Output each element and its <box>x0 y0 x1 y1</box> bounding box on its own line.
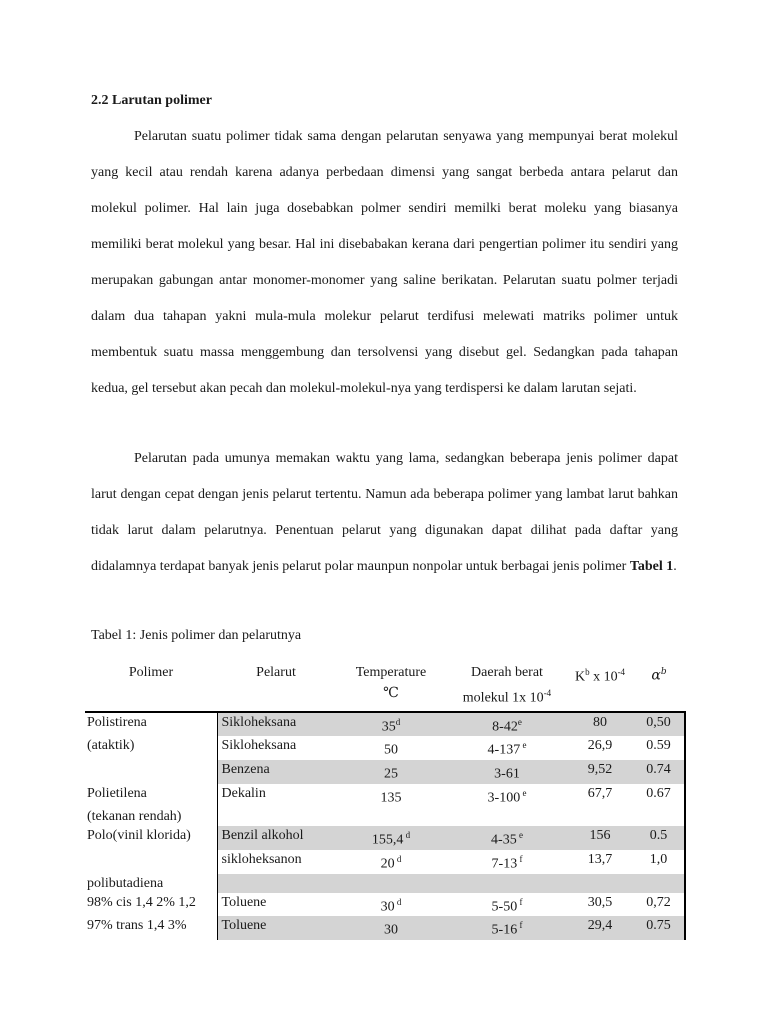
cell-polimer: (ataktik) <box>87 738 135 754</box>
cell-polimer: polibutadiena <box>87 875 164 891</box>
cell-polimer: 98% cis 1,4 2% 1,2 <box>87 894 196 910</box>
paragraph-2-text: Pelarutan pada umunya memakan waktu yang lama, sedangkan beberapa jenis polimer dapat larut dengan cepat dengan jenis pelarut tertentu. Namun ada beberapa polimer yang lambat larut bahkan tidak larut dalam pelarutnya. Penentuan pelarut yang digunakan dapat dilihat pada daftar yang didalamnya terdapat banyak jenis pelarut polar maunpun nonpolar untuk berbagai jenis polimer <box>91 451 678 574</box>
cell-temperature: 30 <box>335 916 447 940</box>
table-row <box>85 874 685 893</box>
cell-daerah <box>447 807 567 826</box>
cell-polimer: Polo(vinil klorida) <box>87 828 191 844</box>
cell-temperature: 25 <box>335 760 447 784</box>
cell-temperature: 30 $^d$ <box>380 896 402 915</box>
header-pelarut: Pelarut <box>256 665 296 680</box>
header-polimer: Polimer <box>128 665 174 680</box>
table-reference: Tabel 1 <box>629 559 674 574</box>
header-k: $K^b$ x $10^{-4}$ <box>574 667 626 685</box>
cell-temperature: 135 <box>380 790 402 806</box>
header-daerah-berat: Daerah berat molekul 1x $10^{-4}$ <box>462 665 552 706</box>
cell-k: 29,4 <box>567 916 633 940</box>
cell-pelarut <box>217 807 335 826</box>
cell-pelarut <box>217 874 335 893</box>
table-row <box>85 712 685 737</box>
cell-pelarut: Benzil alkohol <box>217 826 335 850</box>
cell-pelarut: Sikloheksana <box>217 712 335 737</box>
cell-alpha: 0,72 <box>633 893 685 917</box>
cell-daerah: 5-50 $^f$ <box>491 896 523 915</box>
cell-temperature: 20 $^d$ <box>380 853 402 872</box>
cell-pelarut: Sikloheksana <box>217 736 335 760</box>
cell-polimer: 97% trans 1,4 3% <box>87 918 187 934</box>
polymer-solvent-table <box>85 660 686 940</box>
cell-temperature <box>335 807 447 826</box>
cell-k: 26,9 <box>587 738 613 754</box>
cell-daerah <box>447 874 567 893</box>
cell-k: 80 <box>567 712 633 737</box>
cell-alpha: 0.75 <box>633 916 685 940</box>
cell-daerah: 8-42e <box>447 712 567 737</box>
cell-k: 156 <box>567 826 633 850</box>
cell-alpha: 0.5 <box>633 826 685 850</box>
cell-daerah: 4-137 $^e$ <box>487 740 527 758</box>
cell-temperature: 50 <box>384 742 398 758</box>
cell-temperature: 35$^d$ <box>335 712 447 737</box>
cell-alpha <box>633 807 685 826</box>
cell-pelarut: Benzena <box>217 760 335 784</box>
cell-temperature: 155,4 $^d$ <box>335 826 447 850</box>
cell-k <box>567 807 633 826</box>
cell-alpha: 0.74 <box>633 760 685 784</box>
cell-pelarut: Dekalin <box>217 784 335 808</box>
cell-polimer: (tekanan rendah) <box>87 809 182 825</box>
cell-alpha: 1,0 <box>633 850 685 874</box>
header-temperature: Temperature ℃ <box>355 665 427 701</box>
cell-pelarut: sikloheksanon <box>217 850 335 874</box>
table-row <box>85 736 685 760</box>
table-row <box>85 826 685 850</box>
paragraph-2 <box>91 441 678 585</box>
cell-polimer: Polietilena <box>87 785 147 801</box>
cell-daerah: 3-61 <box>447 760 567 784</box>
cell-alpha: 0.59 <box>633 736 685 760</box>
cell-temperature <box>335 874 447 893</box>
table-caption: Tabel 1: Jenis polimer dan pelarutnya <box>91 628 302 643</box>
cell-k: 13,7 <box>587 851 613 867</box>
cell-polimer <box>85 850 217 874</box>
table-row <box>85 807 685 826</box>
section-heading: 2.2 Larutan polimer <box>91 93 212 108</box>
cell-daerah: 3-100 $^e$ <box>487 787 527 806</box>
table-row <box>85 784 685 808</box>
paragraph-2-end: . <box>673 559 677 574</box>
cell-alpha: 0,50 <box>633 712 685 737</box>
table-row <box>85 850 685 874</box>
cell-alpha <box>633 874 685 893</box>
table-row <box>85 893 685 917</box>
cell-polimer <box>85 760 217 784</box>
cell-k <box>567 874 633 893</box>
table-header-row <box>85 660 685 712</box>
cell-polimer: Polistirena <box>87 714 147 730</box>
cell-pelarut: Toluene <box>217 893 335 917</box>
cell-daerah: 4-35 $^e$ <box>447 826 567 850</box>
paragraph-1: Pelarutan suatu polimer tidak sama dengan pelarutan senyawa yang mempunyai berat molekul yang kecil atau rendah karena adanya perbedaan dimensi yang sangat berbeda antara pelarut dan molekul polimer. Hal lain juga dosebabkan polmer sendiri memilki berat moleku yang biasanya memiliki berat molekul yang besar. Hal ini disebabakan kerana dari pengertian polimer itu sendiri yang merupakan gabungan antar monomer-monomer yang saline berikatan. Pelarutan suatu polmer terjadi dalam dua tahapan yakni mula-mula molekur pelarut terdifusi melewati matriks polimer untuk membentuk suatu massa menggembung dan tersolvensi yang disebut gel. Sedangkan pada tahapan kedua, gel tersebut akan pecah dan molekul-molekul-nya yang terdispersi ke dalam larutan sejati. <box>91 129 678 396</box>
table-row <box>85 760 685 784</box>
header-alpha: $\alpha^b$ <box>651 667 667 684</box>
cell-k: 67,7 <box>587 785 613 801</box>
cell-daerah: 5-16 $^f$ <box>447 916 567 940</box>
cell-k: 9,52 <box>567 760 633 784</box>
cell-pelarut: Toluene <box>217 916 335 940</box>
cell-alpha: 0.67 <box>633 784 685 808</box>
table-row <box>85 916 685 940</box>
cell-k: 30,5 <box>587 894 613 910</box>
cell-daerah: 7-13 $^f$ <box>491 853 523 872</box>
